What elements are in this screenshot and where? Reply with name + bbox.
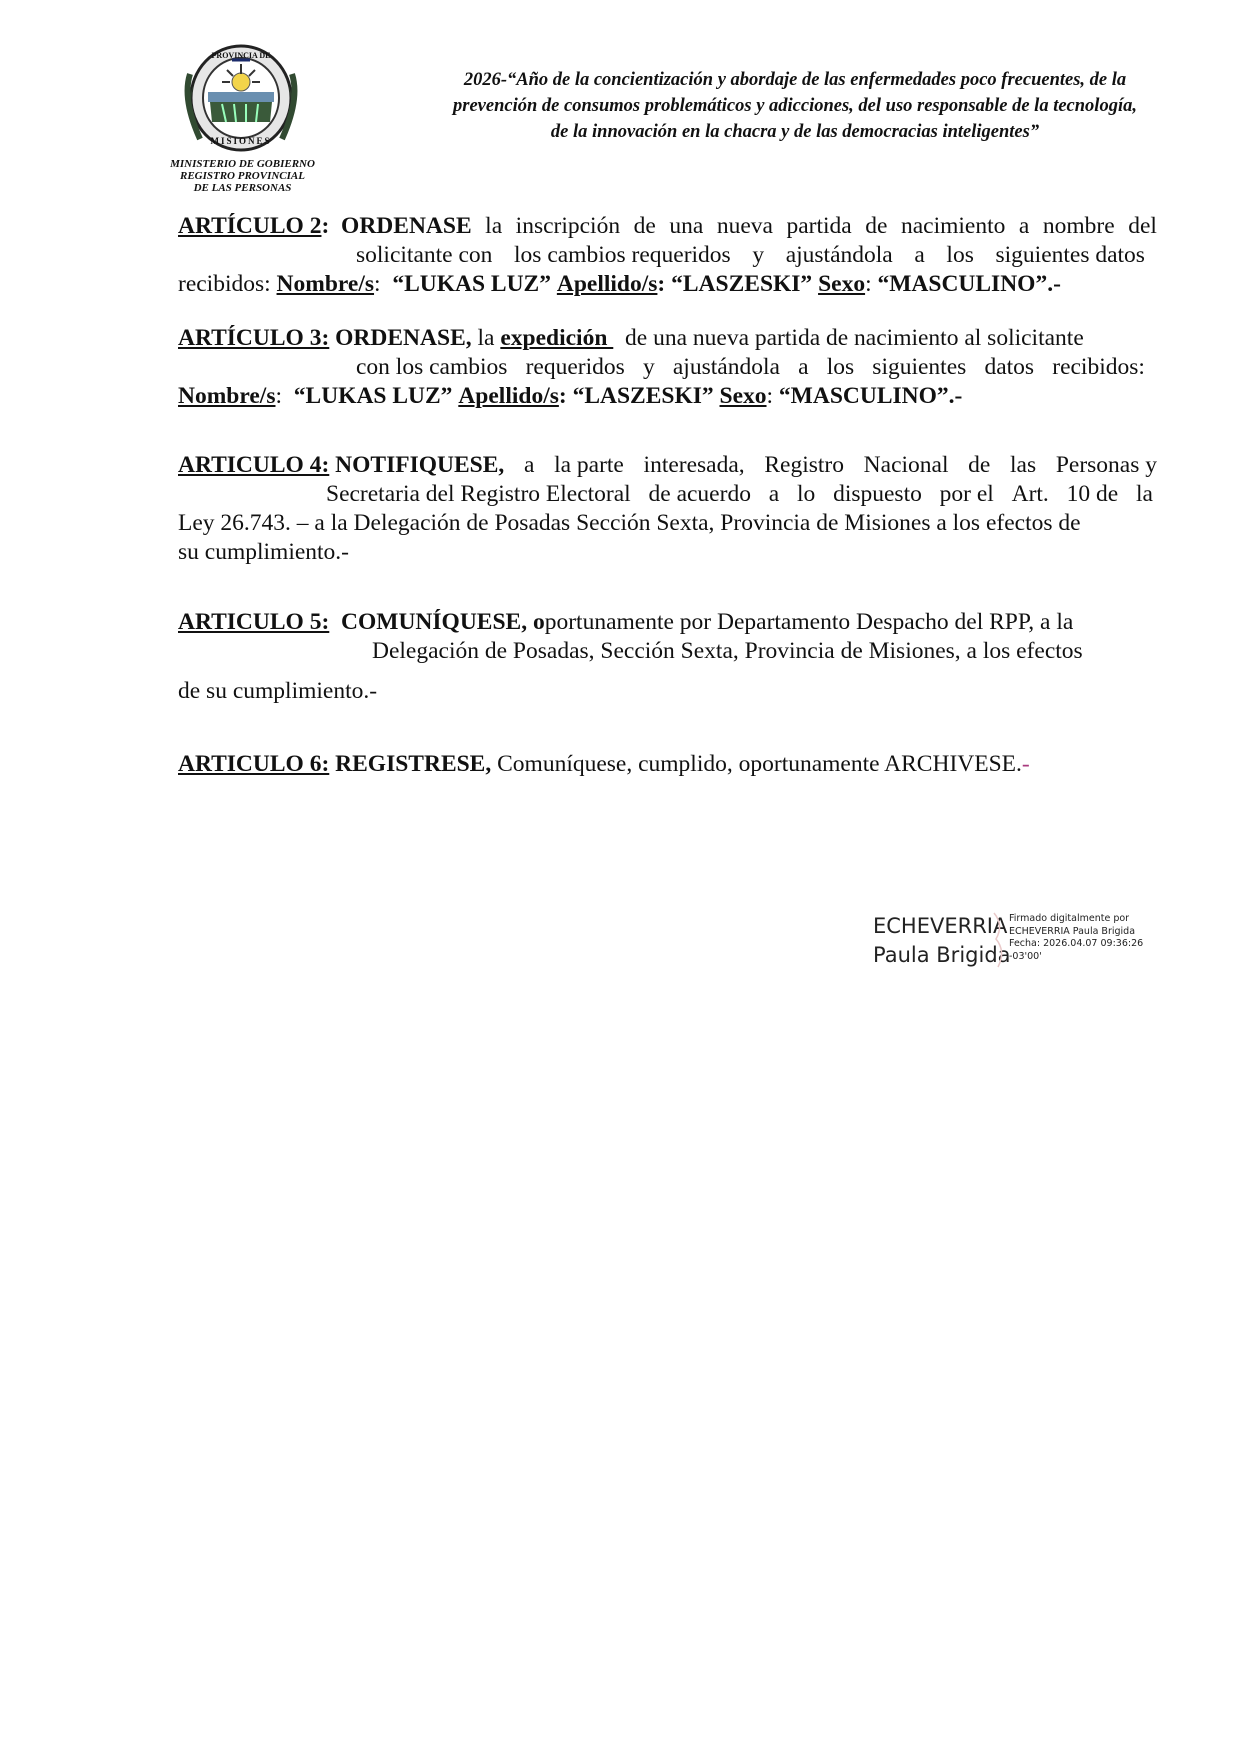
word: y <box>642 354 655 380</box>
motto-line: de la innovación en la chacra y de las democracias inteligentes” <box>550 122 1040 142</box>
word: la <box>1135 481 1153 507</box>
article-3-line-2 <box>178 353 1157 382</box>
article-6-verb: REGISTRESE, <box>335 751 492 777</box>
article-3-line-1-rest: de una nueva partida de nacimiento al solicitante <box>625 325 1084 351</box>
article-5-line-1 <box>178 608 1157 637</box>
article-5 <box>178 608 1157 706</box>
sexo-label: Sexo <box>818 271 866 297</box>
word: la <box>477 325 495 351</box>
article-5-verb: COMUNÍQUESE, <box>341 609 528 635</box>
word: a <box>768 481 780 507</box>
nombre-value: “LUKAS LUZ” <box>293 383 453 409</box>
article-4-line-3: Ley 26.743. – a la Delegación de Posadas Sección Sexta, Provincia de Misiones a los efectos de <box>178 510 1081 536</box>
word: los <box>826 354 855 380</box>
word: las <box>1010 452 1037 478</box>
word: de <box>865 213 888 239</box>
word: de <box>633 213 656 239</box>
article-4 <box>178 451 1157 567</box>
word: a <box>523 452 535 478</box>
word: nombre <box>1042 213 1115 239</box>
word: requeridos <box>525 354 625 380</box>
word: siguientes datos <box>995 242 1145 268</box>
article-3-line-1 <box>178 324 1157 353</box>
article-4-line-2 <box>178 480 1157 509</box>
signature-metadata <box>1009 913 1143 963</box>
word: ajustándola <box>672 354 780 380</box>
expedicion-word: expedición <box>500 325 614 351</box>
word: los <box>946 242 974 268</box>
word: Personas y <box>1055 452 1157 478</box>
seal-text-bottom: MISIONES <box>210 136 272 146</box>
article-6-line-1 <box>178 750 1157 779</box>
word: nueva <box>716 213 773 239</box>
word: de <box>968 452 991 478</box>
ministry-line: DE LAS PERSONAS <box>193 182 292 194</box>
article-3-verb: ORDENASE, <box>335 325 472 351</box>
word: la parte <box>554 452 624 478</box>
article-4-line-1 <box>178 451 1157 480</box>
signer-given-names: Paula Brigida <box>873 943 1011 967</box>
word: dispuesto <box>833 481 922 507</box>
word: los cambios requeridos <box>514 242 731 268</box>
word: con los cambios <box>356 354 508 380</box>
article-2-label: ARTÍCULO 2 <box>178 213 322 239</box>
article-6-rest: Comuníquese, cumplido, oportunamente ARCHIVESE. <box>497 751 1022 777</box>
word: Registro <box>764 452 844 478</box>
article-6 <box>178 750 1157 779</box>
article-2-colon: : <box>321 213 330 239</box>
article-5-label: ARTICULO 5: <box>178 609 330 635</box>
word: por el <box>939 481 994 507</box>
nombre-value: “LUKAS LUZ” <box>392 271 551 297</box>
article-3-label: ARTÍCULO 3: <box>178 325 330 351</box>
seal-text-top: PROVINCIA DE <box>211 51 271 60</box>
article-3-line-3: Nombre/s: “LUKAS LUZ” Apellido/s: “LASZESKI” Sexo: “MASCULINO”.- <box>178 383 963 409</box>
sexo-value: “MASCULINO”.- <box>778 383 963 409</box>
article-6-trail: - <box>1021 751 1030 777</box>
word: y <box>752 242 765 268</box>
word: Nacional <box>863 452 949 478</box>
signature-meta-line: Firmado digitalmente por <box>1009 913 1130 924</box>
word: de acuerdo <box>648 481 751 507</box>
apellido-value: “LASZESKI” <box>572 383 714 409</box>
nombre-label: Nombre/s <box>178 383 276 409</box>
article-4-label: ARTICULO 4: <box>178 452 330 478</box>
word: interesada, <box>643 452 745 478</box>
word: Art. <box>1011 481 1049 507</box>
bold-letter: o <box>532 609 545 635</box>
word: a <box>798 354 809 380</box>
word: nacimiento <box>900 213 1006 239</box>
word: a <box>914 242 925 268</box>
article-5-line-1-rest: portunamente por Departamento Despacho del RPP, a la <box>544 609 1074 635</box>
motto-line: prevención de consumos problemáticos y adicciones, del uso responsable de la tecnología, <box>453 96 1137 116</box>
year-motto <box>395 67 1195 145</box>
article-5-line-3: de su cumplimiento.- <box>178 678 378 704</box>
signature-meta-line: ECHEVERRIA Paula Brigida <box>1009 925 1136 937</box>
article-2-line-1 <box>178 212 1157 241</box>
word: a <box>1018 213 1030 239</box>
motto-line: 2026-“Año de la concientización y abordaje de las enfermedades poco frecuentes, de la <box>463 70 1127 90</box>
article-4-verb: NOTIFIQUESE, <box>335 452 505 478</box>
province-seal <box>182 44 300 152</box>
ministry-line: MINISTERIO DE GOBIERNO <box>170 158 315 170</box>
article-4-line-4: su cumplimiento.- <box>178 539 350 565</box>
article-2-line-2 <box>178 241 1157 270</box>
signature-meta-line: -03'00' <box>1009 950 1042 962</box>
sexo-value: “MASCULINO”.- <box>877 271 1061 297</box>
word: una <box>669 213 704 239</box>
word: lo <box>796 481 816 507</box>
signature-meta-line: Fecha: 2026.04.07 09:36:26 <box>1009 938 1144 949</box>
ministry-line: REGISTRO PROVINCIAL <box>179 170 305 182</box>
word: siguientes <box>872 354 967 380</box>
ministry-block <box>150 158 335 194</box>
word: datos <box>984 354 1035 380</box>
word: del <box>1128 213 1157 239</box>
signer-surname: ECHEVERRIA <box>873 914 1008 938</box>
recibidos-text: recibidos: <box>178 271 277 297</box>
word: solicitante con <box>356 242 493 268</box>
word: inscripción <box>515 213 621 239</box>
article-5-line-2: Delegación de Posadas, Sección Sexta, Provincia de Misiones, a los efectos <box>372 638 1083 664</box>
apellido-label: Apellido/s <box>556 271 658 297</box>
sexo-label: Sexo <box>719 383 767 409</box>
nombre-label: Nombre/s <box>276 271 375 297</box>
article-2-line-3: recibidos: Nombre/s: “LUKAS LUZ” Apellido/s: “LASZESKI” Sexo: “MASCULINO”.- <box>178 271 1061 297</box>
apellido-value: “LASZESKI” <box>671 271 813 297</box>
apellido-label: Apellido/s <box>458 383 559 409</box>
word: 10 de <box>1066 481 1119 507</box>
article-2-verb: ORDENASE <box>341 213 472 239</box>
word: ajustándola <box>785 242 893 268</box>
word: la <box>485 213 503 239</box>
article-2 <box>178 212 1157 299</box>
article-3 <box>178 324 1157 411</box>
article-6-label: ARTICULO 6: <box>178 751 330 777</box>
word: Secretaria del Registro Electoral <box>326 481 631 507</box>
word: partida <box>786 213 852 239</box>
word: recibidos: <box>1052 354 1145 380</box>
